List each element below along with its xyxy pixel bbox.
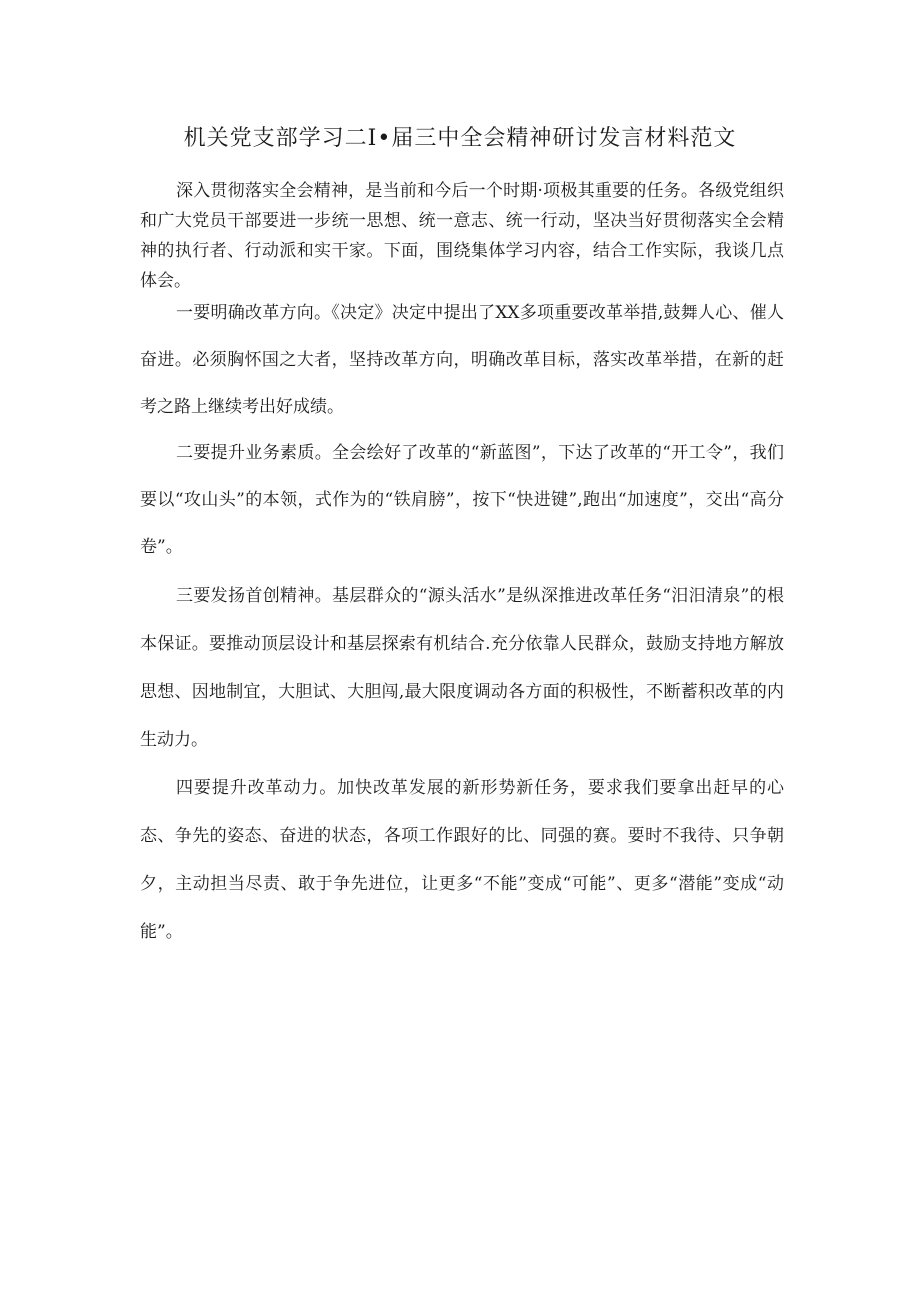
paragraph-reform-momentum: 四要提升改革动力。加快改革发展的新形势新任务，要求我们要拿出赶早的心态、争先的姿态、奋进的状态，各项工作跟好的比、同强的赛。要时不我待、只争朝夕，主动担当尽责、敢于争先进位，让更多“不能”变成“可能”、更多“潜能”变成“动能”。 <box>140 778 784 942</box>
paragraph-pioneering-spirit: 三要发扬首创精神。基层群众的“源头活水”是纵深推进改革任务“汨汨清泉”的根本保证。要推动顶层设计和基层探索有机结合.充分依靠人民群众，鼓励支持地方解放思想、因地制宜，大胆试、大胆闯,最大限度调动各方面的积极性，不断蓄积改革的内生动力。 <box>140 586 784 750</box>
paragraph-reform-direction: 一要明确改革方向。《决定》决定中提出了XX多项重要改革举措,鼓舞人心、催人奋进。必须胸怀国之大者，坚持改革方向，明确改革目标，落实改革举措，在新的赶考之路上继续考出好成绩。 <box>140 303 784 417</box>
paragraph-business-quality: 二要提升业务素质。全会绘好了改革的“新蓝图”，下达了改革的“开工令”，我们要以“攻山头”的本领，式作为的“铁肩膀”，按下“快进键”,跑出“加速度”，交出“高分卷”。 <box>140 443 784 557</box>
intro-paragraph: 深入贯彻落实全会精神，是当前和今后一个时期·项极其重要的任务。各级党组织和广大党员干部要进一步统一思想、统一意志、统一行动，坚决当好贯彻落实全会精神的执行者、行动派和实干家。下面，围绕集体学习内容，结合工作实际，我谈几点体会。 <box>140 181 784 291</box>
document-title: 机关党支部学习二I•届三中全会精神研讨发言材料范文 <box>183 126 737 151</box>
